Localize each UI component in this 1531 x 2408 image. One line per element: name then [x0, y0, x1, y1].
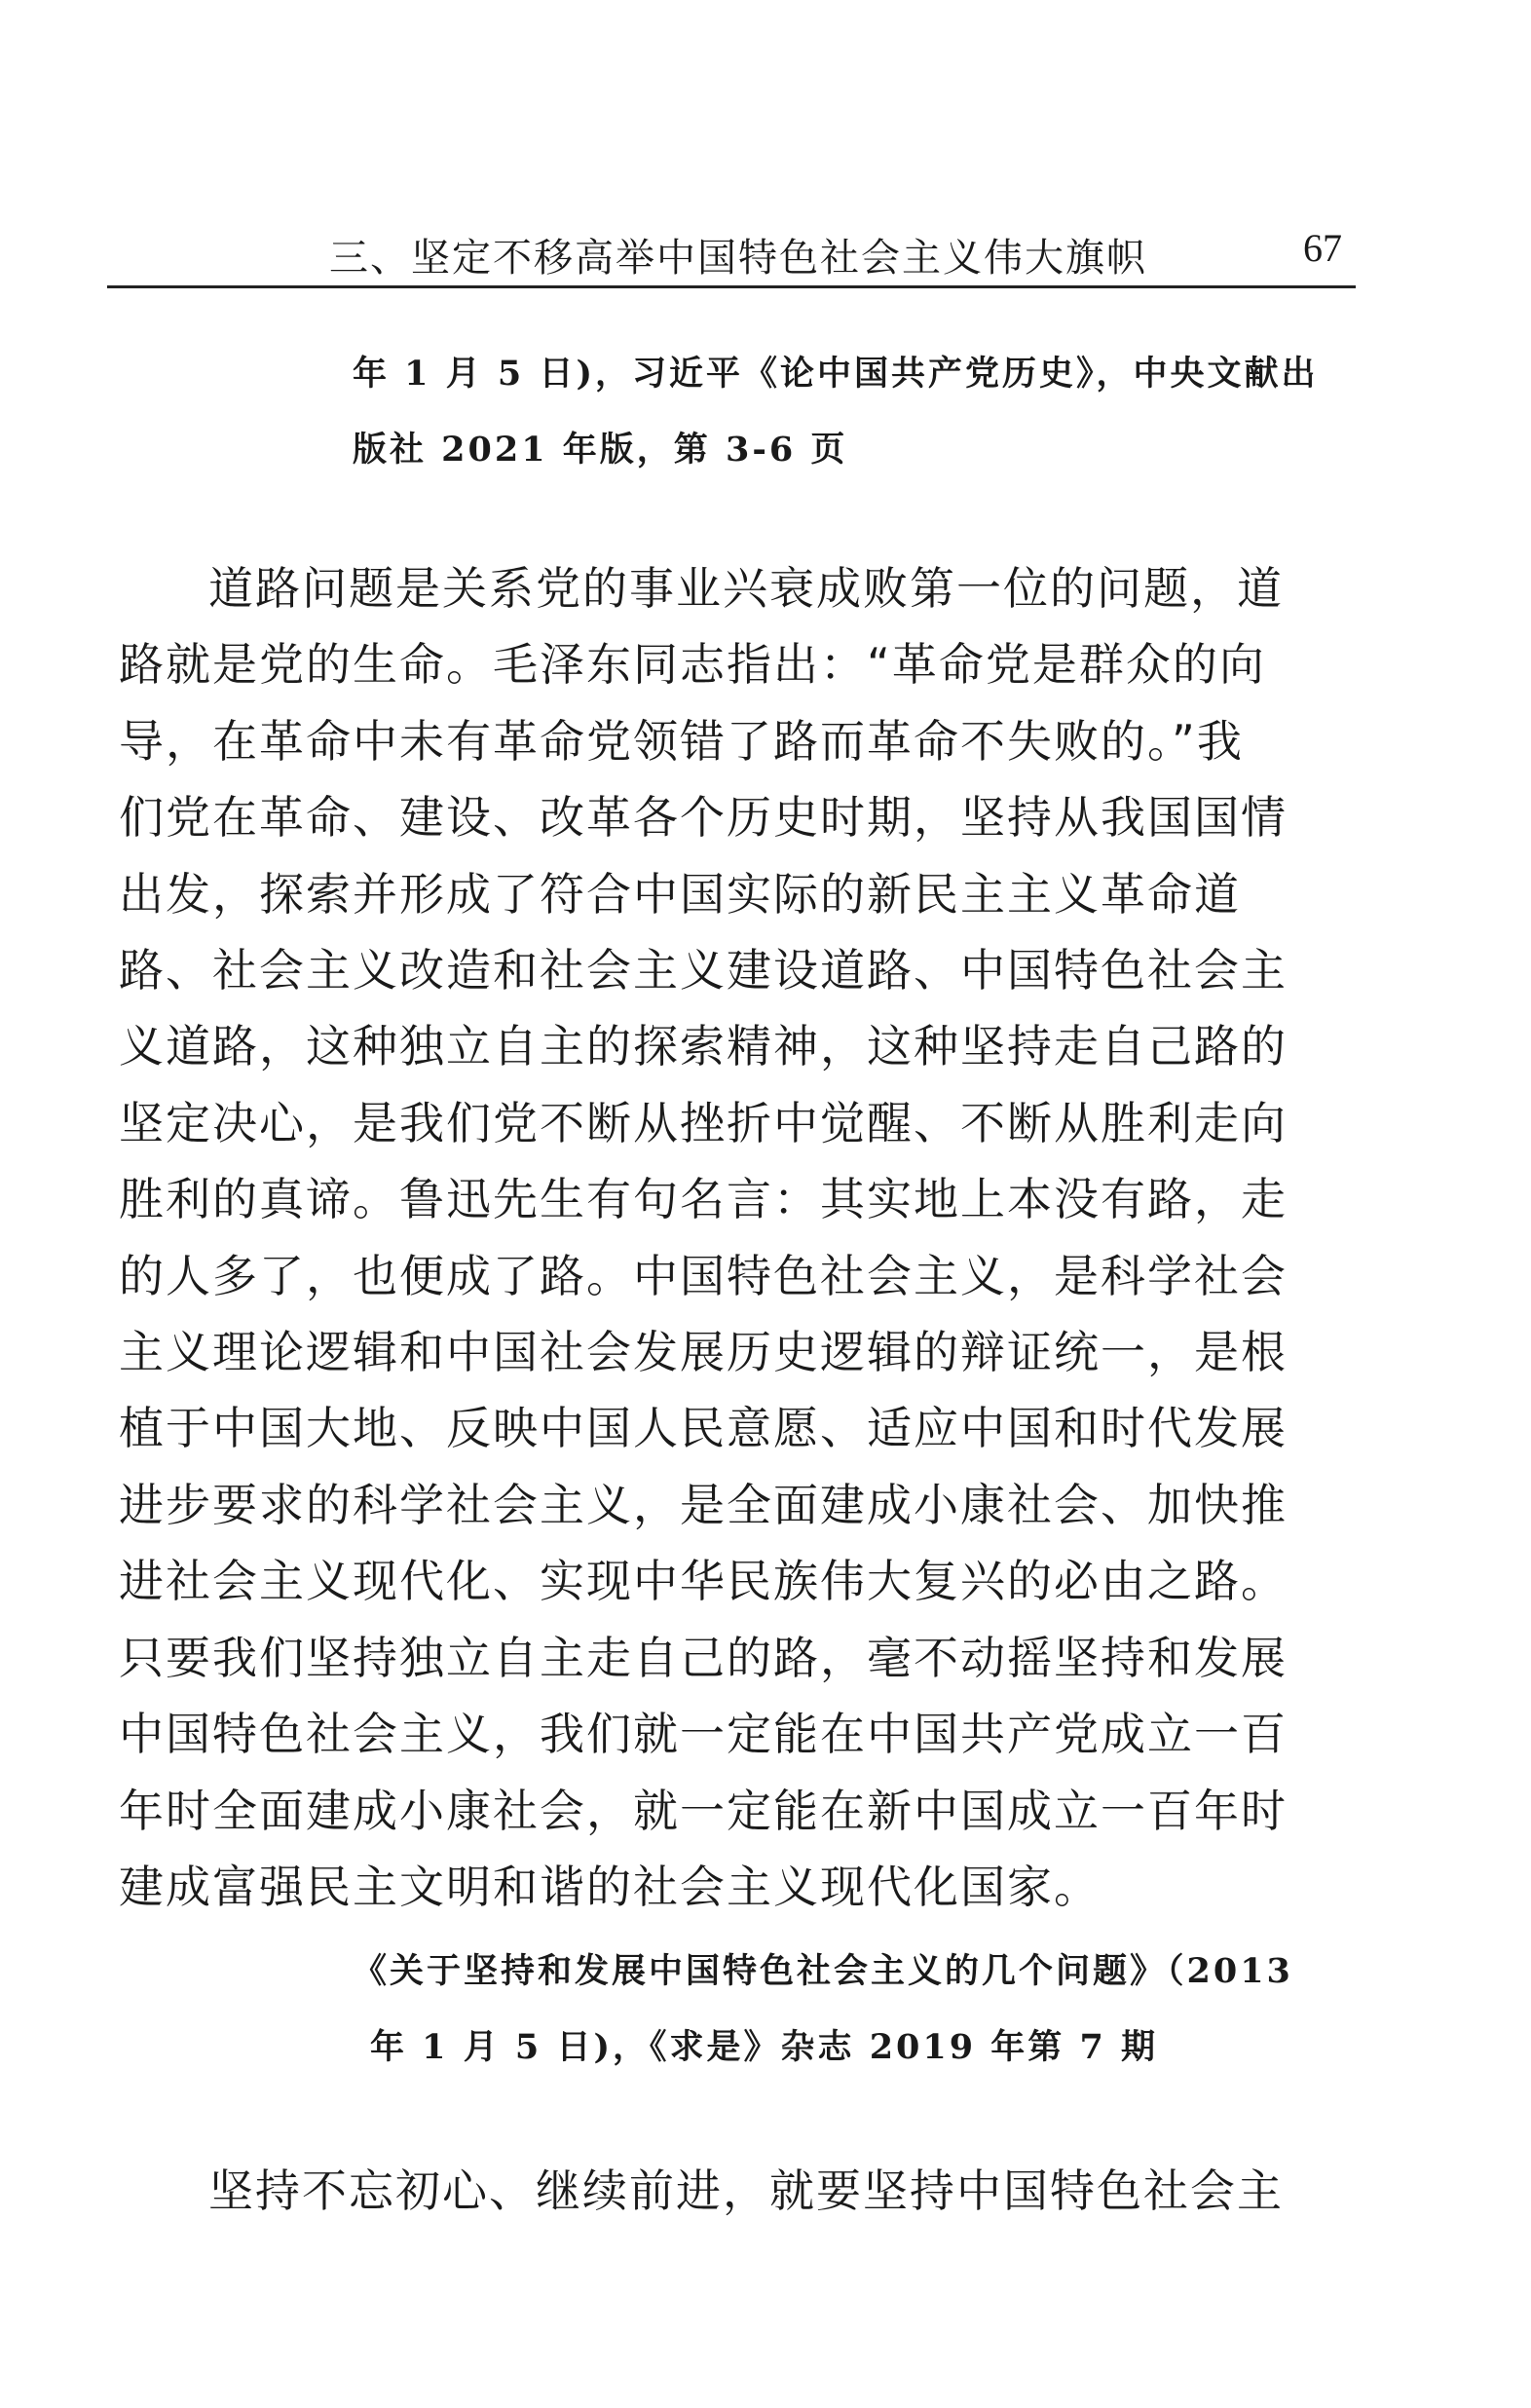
- paragraph-line: 中国特色社会主义，我们就一定能在中国共产党成立一百: [119, 1708, 1288, 1761]
- paragraph-line: 建成富强民主文明和谐的社会主义现代化国家。: [119, 1860, 1101, 1913]
- chapter-title: 三、坚定不移高举中国特色社会主义伟大旗帜: [329, 236, 1147, 281]
- citation-top: [353, 336, 1319, 488]
- paragraph-line: 主义理论逻辑和中国社会发展历史逻辑的辩证统一，是根: [119, 1326, 1288, 1379]
- paragraph-line: 的人多了，也便成了路。中国特色社会主义，是科学社会: [119, 1249, 1288, 1302]
- paragraph-line: 胜利的真谛。鲁迅先生有句名言：其实地上本没有路，走: [119, 1173, 1288, 1226]
- paragraph-line: 出发，探索并形成了符合中国实际的新民主主义革命道: [119, 867, 1241, 921]
- citation-line: 《关于坚持和发展中国特色社会主义的几个问题》（2013: [353, 1951, 1293, 1991]
- citation-bottom: [353, 1934, 1293, 2086]
- paragraph-line: 路、社会主义改造和社会主义建设道路、中国特色社会主: [119, 944, 1288, 997]
- paragraph-line: 义道路，这种独立自主的探索精神，这种坚持走自己路的: [119, 1020, 1288, 1073]
- header-rule: [107, 285, 1356, 288]
- paragraph-line: 路就是党的生命。毛泽东同志指出：“革命党是群众的向: [119, 638, 1266, 692]
- citation-line: 年 1 月 5 日)，习近平《论中国共产党历史》，中央文献出: [353, 354, 1319, 394]
- paragraph-line: 进社会主义现代化、实现中华民族伟大复兴的必由之路。: [119, 1555, 1288, 1608]
- paragraph-line: 坚持不忘初心、继续前进，就要坚持中国特色社会主: [208, 2164, 1284, 2217]
- paragraph-line: 们党在革命、建设、改革各个历史时期，坚持从我国国情: [119, 791, 1288, 845]
- paragraph-line: 坚定决心，是我们党不断从挫折中觉醒、不断从胜利走向: [119, 1096, 1288, 1149]
- body-paragraph: [119, 550, 1365, 1925]
- paragraph-line: 植于中国大地、反映中国人民意愿、适应中国和时代发展: [119, 1402, 1288, 1455]
- page-number: 67: [1303, 226, 1342, 270]
- paragraph-line: 导，在革命中未有革命党领错了路而革命不失败的。”我: [119, 714, 1244, 768]
- paragraph-line: 进步要求的科学社会主义，是全面建成小康社会、加快推: [119, 1478, 1288, 1531]
- citation-line: 年 1 月 5 日)，《求是》杂志 2019 年第 7 期: [370, 2027, 1159, 2067]
- paragraph-line: 年时全面建成小康社会，就一定能在新中国成立一百年时: [119, 1784, 1288, 1837]
- paragraph-line: 道路问题是关系党的事业兴衰成败第一位的问题，道: [208, 562, 1284, 615]
- running-header: [107, 219, 1356, 287]
- body-paragraph: [119, 2153, 1365, 2229]
- paragraph-line: 只要我们坚持独立自主走自己的路，毫不动摇坚持和发展: [119, 1631, 1288, 1684]
- citation-line: 版社 2021 年版，第 3-6 页: [353, 430, 848, 470]
